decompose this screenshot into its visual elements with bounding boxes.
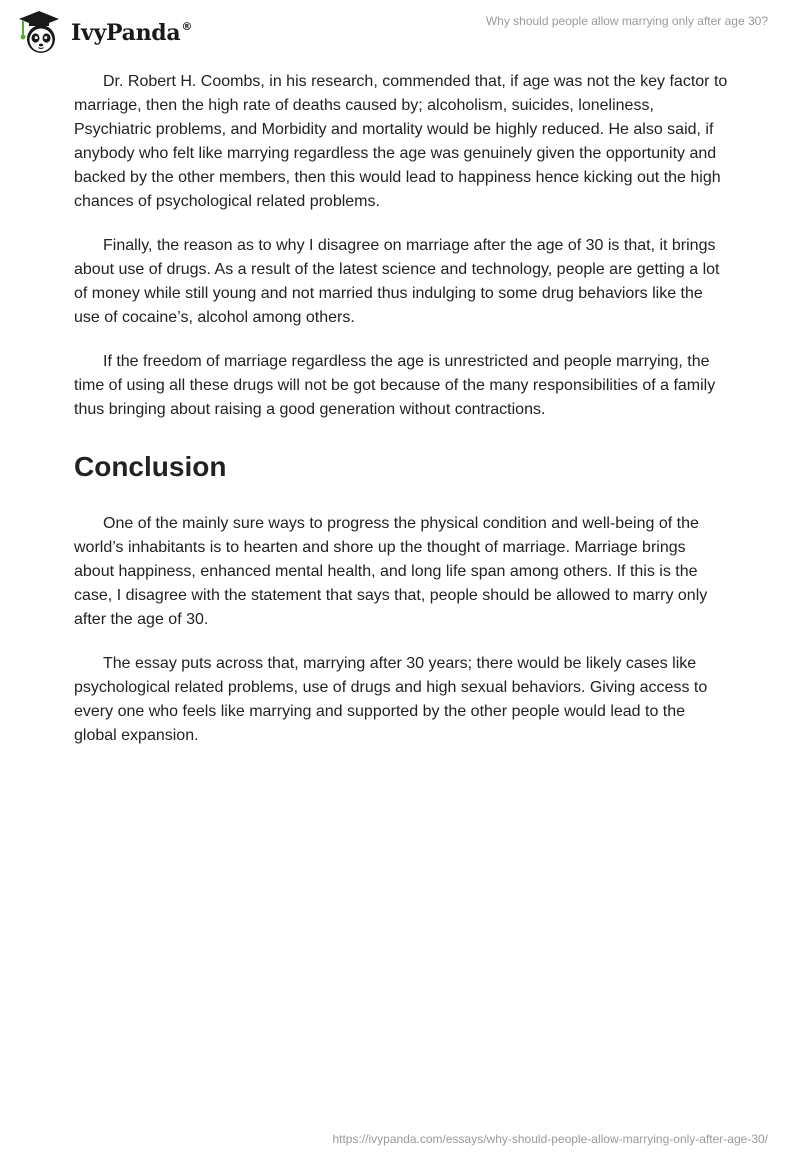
logo-wordmark: IvyPanda® (71, 20, 193, 46)
registered-mark: ® (181, 20, 193, 33)
body-paragraph: Dr. Robert H. Coombs, in his research, commended that, if age was not the key factor to marriage, then the high rate of deaths caused by; alcoholism, suicides, loneliness, Psychiatric problems, and Morbidity and mortality would be highly reduced. He also said, if anybody who felt like marrying regardless the age was genuinely given the opportunity and backed by the other members, then this would lead to happiness hence kicking out the high chances of psychological related problems. (74, 73, 728, 210)
running-title: Why should people allow marrying only after age 30? (485, 14, 768, 28)
footer-url-link[interactable]: https://ivypanda.com/essays/why-should-people-allow-marrying-only-after-age-30/ (332, 1132, 768, 1146)
body-paragraph: One of the mainly sure ways to progress the physical condition and well-being of the world’s inhabitants is to hearten and shore up the thought of marriage. Marriage brings about happiness, enhanced mental health, and long life span among others. If this is the case, I disagree with the statement that says that, people should be allowed to marry only after the age of 30. (74, 515, 708, 628)
body-paragraph: If the freedom of marriage regardless the age is unrestricted and people marrying, the time of using all these drugs will not be got because of the many responsibilities of a family thus bringing about raising a good generation without contractions. (74, 353, 716, 418)
page-header (0, 0, 800, 60)
ivypanda-logo[interactable] (15, 8, 192, 56)
body-paragraph: The essay puts across that, marrying after 30 years; there would be likely cases like psychological related problems, use of drugs and high sexual behaviors. Giving access to every one who feels like marrying and supported by the other people would lead to the global expansion. (74, 655, 708, 744)
essay-content (74, 70, 728, 768)
panda-graduate-icon (15, 8, 63, 56)
body-paragraph: Finally, the reason as to why I disagree on marriage after the age of 30 is that, it brings about use of drugs. As a result of the latest science and technology, people are getting a lot of money while still young and not married thus indulging to some drug behaviors like the use of cocaine’s, alcohol among others. (74, 237, 720, 326)
conclusion-heading: Conclusion (74, 451, 227, 482)
